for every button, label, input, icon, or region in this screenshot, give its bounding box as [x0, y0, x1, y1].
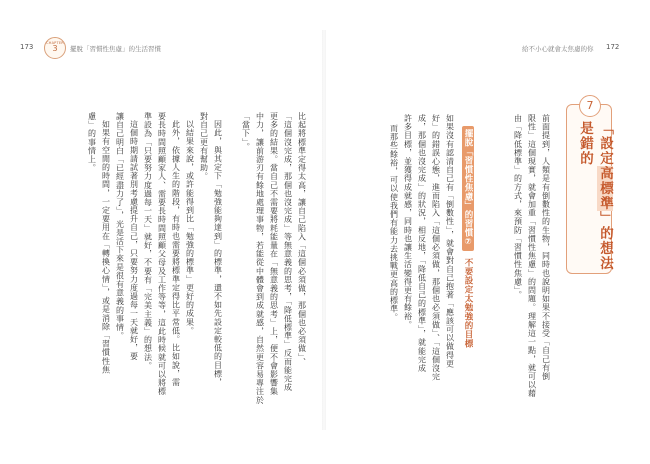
section-heading [462, 126, 474, 348]
body-column: 如果有空閒的時間，一定要用在「轉換心情」，或是消除「習慣性焦 [101, 120, 111, 374]
running-header-right: 給不小心就會太焦慮的你 [522, 45, 594, 53]
intro-column: 由「降低標準」的方式，來預防「習慣性焦慮」。 [513, 114, 523, 300]
body-column: 準設為「只要努力度過每一天」就好，不要有「完美主義」的想法。 [143, 112, 153, 370]
chapter-badge [44, 37, 66, 59]
chapter-title [575, 121, 615, 273]
page-number-right: 172 [606, 43, 620, 51]
intro-column: 限性」這個現實，就會加重「習慣性焦慮」的問題。理解這一點，就可以藉 [527, 114, 537, 398]
body-column: 好」的錯誤心態，進而陷入「這個必須做，那個也必須做」、「這個沒完 [431, 114, 441, 382]
body-column: 更多的結果。當自己不需要將耗能量在「無意義的思考」上，便不會影響集 [269, 112, 279, 396]
body-column: 對自己更有幫助。 [199, 112, 209, 181]
body-column: 此外，依據人生的階段，有時也需要將標準定得比平常低。比如說，需 [171, 120, 181, 387]
body-column: 要長時間照顧家人、需要長時間照顧父母及工作等等，這此時候就可以將標 [157, 112, 167, 396]
section-heading-text: 不要設定太勉強的目標 [463, 257, 473, 348]
body-column: 因此，與其定下「勉強能夠達到」的標準，還不如先設定較低的目標， [213, 120, 223, 387]
body-column: 許多目標，並獲得成就感，同時也讓生活變得更有餘裕。 [403, 114, 413, 329]
book-gutter [322, 30, 326, 430]
body-column: 而那些餘裕，可以使我們有能力去挑戰更高的標準。 [389, 124, 399, 322]
body-column: 讓自己明白「已經盡力了」，光是活下來是很有意義的事情。 [115, 112, 125, 341]
running-header-left: 擺脫「習慣性焦慮」的生活習慣 [70, 45, 161, 53]
section-tag: 擺脫「習慣性焦慮」的習慣⑦ [462, 126, 474, 251]
chapter-badge-number: 3 [52, 44, 58, 53]
intro-column: 前面提到，人類是有倒數性的生物，同時也說明如果不接受「自己有倒 [541, 114, 551, 381]
chapter-badge-label: CHAPTER [46, 41, 64, 45]
body-column: 比起將標準定得太高，讓自己陷入「這個必須做，那個也必須做」、 [297, 112, 307, 366]
chapter-title-box [566, 99, 613, 274]
page-number-left: 173 [20, 43, 34, 51]
chapter-title-highlight: 高標準 [597, 166, 613, 211]
body-column: 成，那個也沒完成」的狀況，相反地，「降低自己的標準」，就能完成 [417, 114, 427, 373]
body-column: 「這個沒完成，那個也沒完成」等無意義的思考，「降低標準」反而能完成 [283, 112, 293, 392]
body-column: 「當下」。 [241, 112, 251, 151]
chapter-number: 7 [579, 95, 601, 117]
body-column: 以結果來說，或許能得到比「勉強的標準」更好的成果。 [185, 120, 195, 335]
body-column: 中力，讓前游刃有餘地處理事物，若能從中體會到成就感，自然更容易專注於 [255, 112, 265, 405]
chapter-title-pre: 「設定 [597, 121, 613, 166]
body-column: 這個時期請試著別考慮提升自己，只要努力度過每一天就好，要 [129, 120, 139, 361]
chapter-title-post: 」的想法是錯的 [577, 121, 613, 271]
body-column: 慮」的事情上。 [87, 112, 97, 173]
body-column: 如果沒有認清自己有「倒數性」，就會對自己抱著「應該可以做得更 [445, 114, 455, 368]
